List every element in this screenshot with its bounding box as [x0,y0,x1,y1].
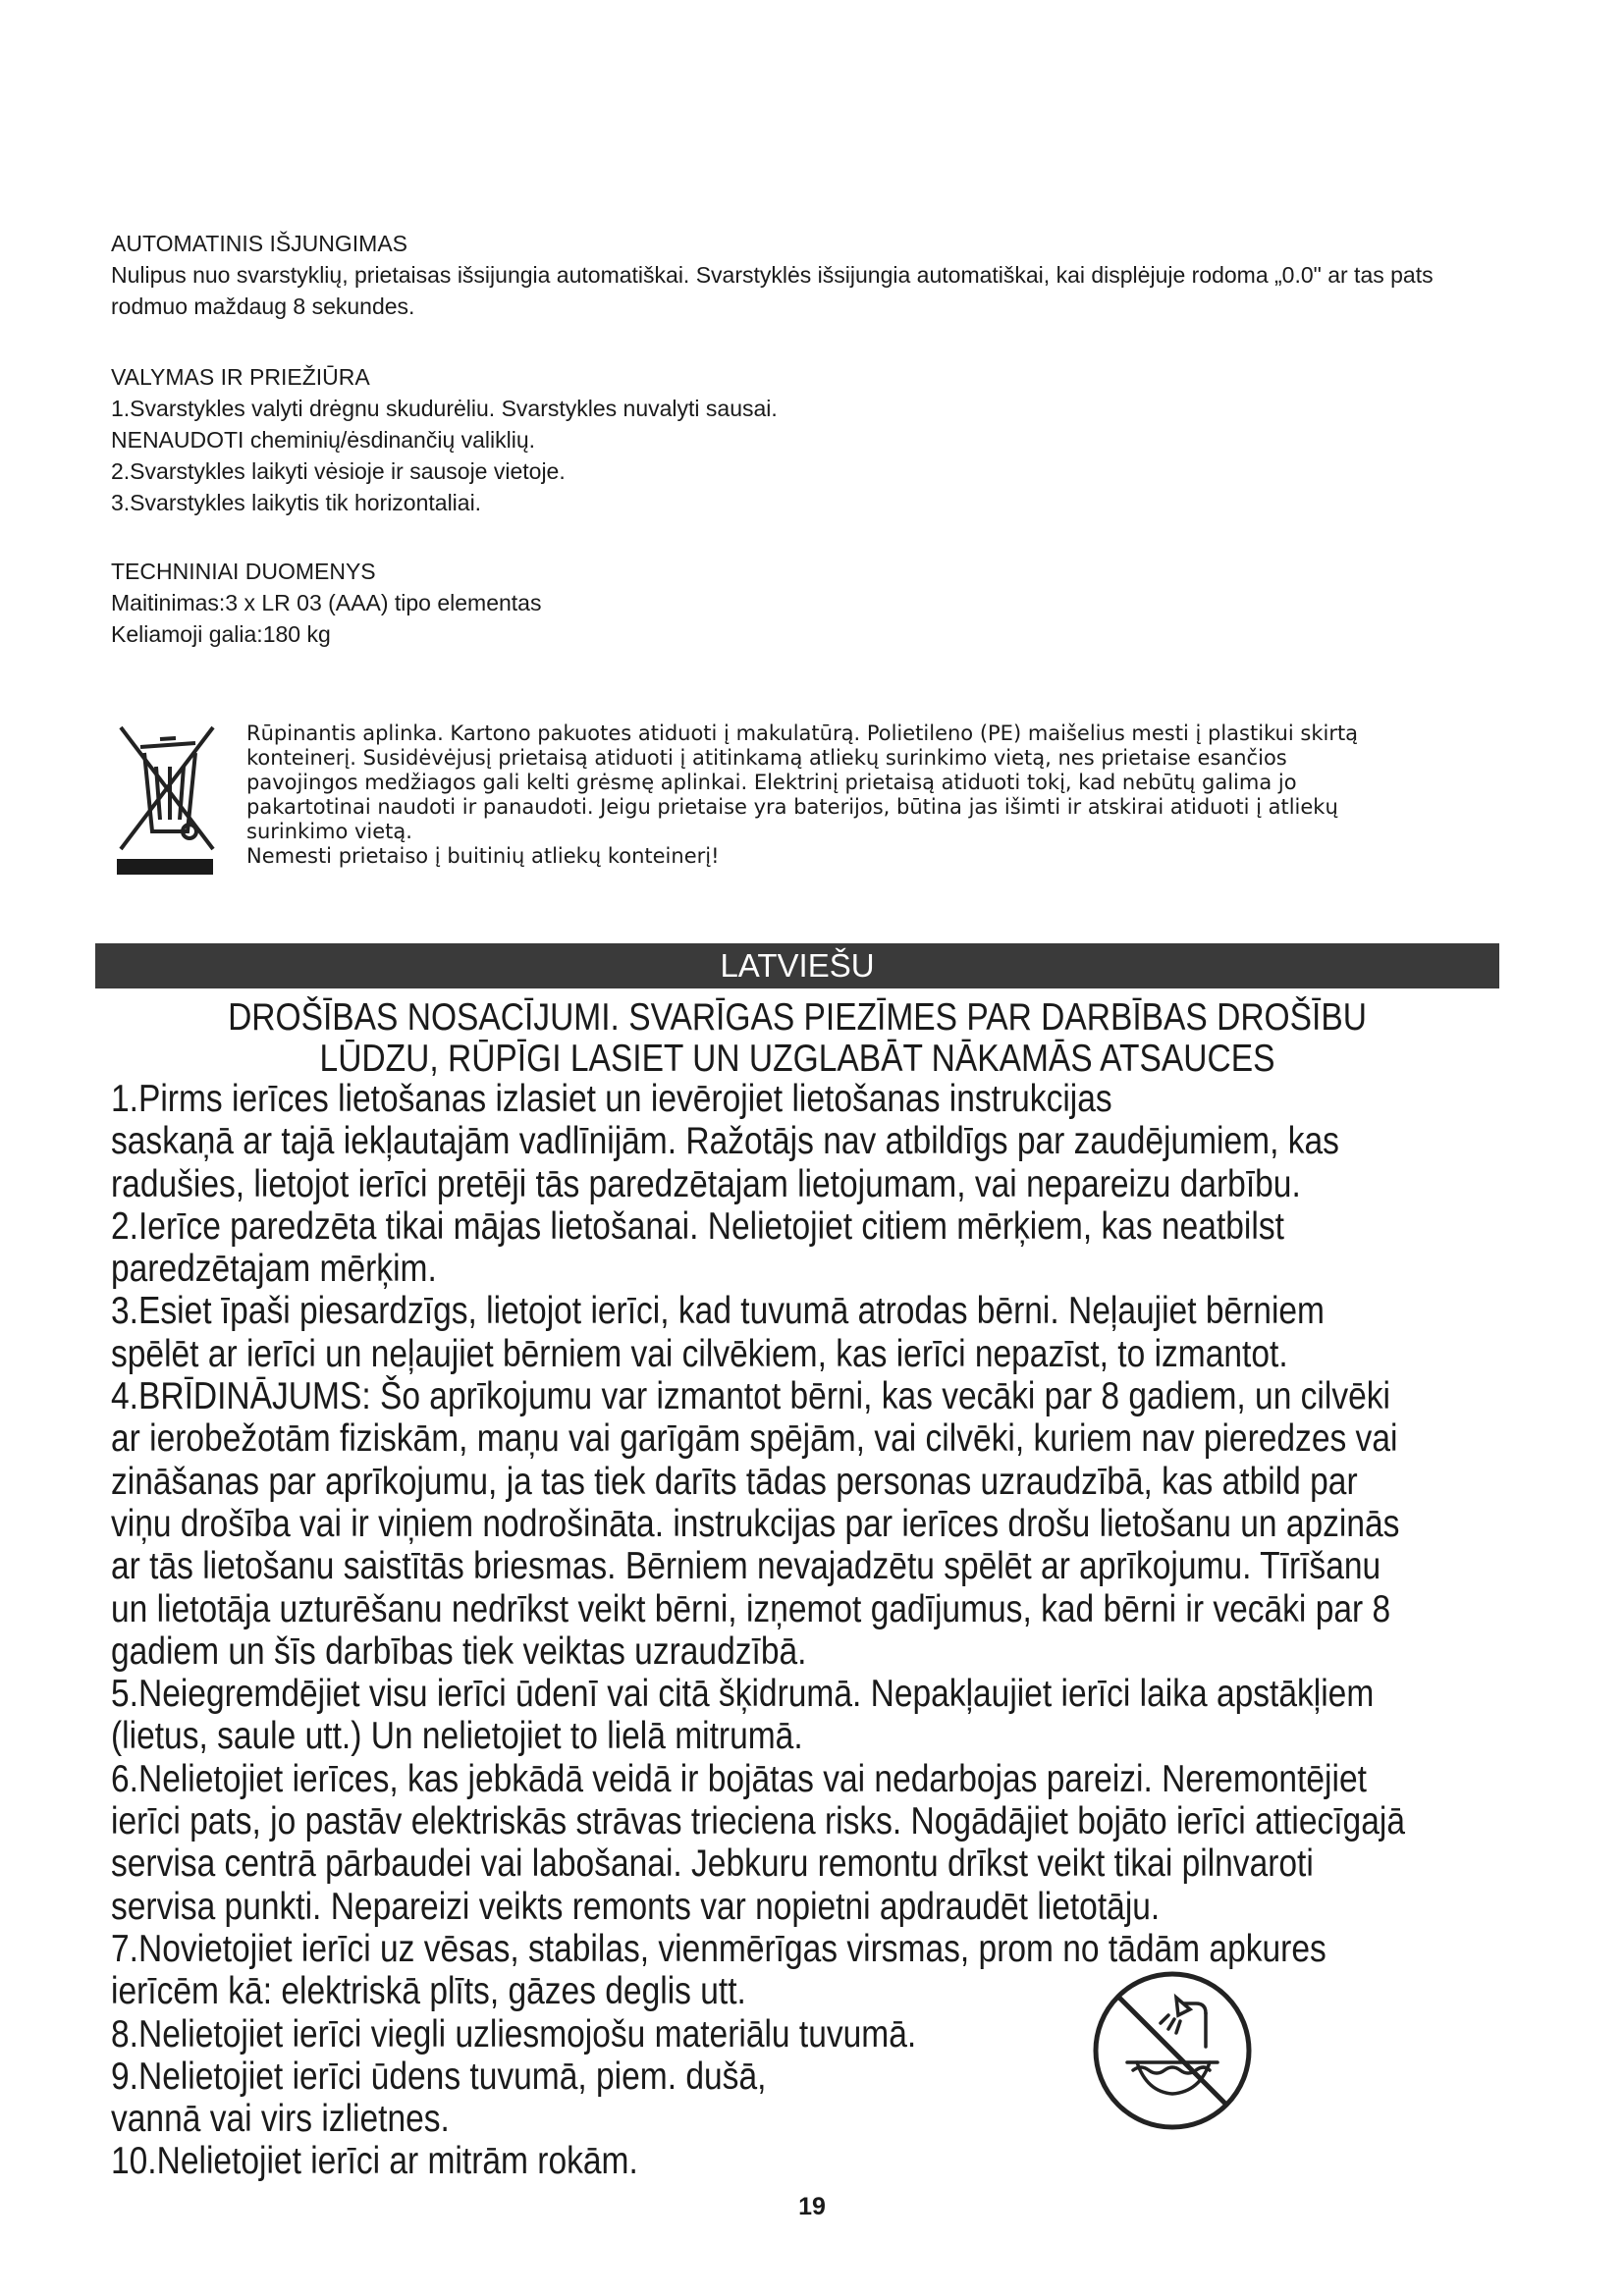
safety-rule-line: 1.Pirms ierīces lietošanas izlasiet un ievērojiet lietošanas instrukcijas [111,1078,1112,1120]
safety-rule-line: (lietus, saule utt.) Un nelietojiet to lielā mitrumā. [111,1715,803,1758]
safety-rule-line: spēlēt ar ierīci un neļaujiet bērniem vai cilvēkiem, kas ierīci nepazīst, to izmantot. [111,1332,1288,1375]
page-number: 19 [798,2193,826,2220]
cleaning-item: 2.Svarstykles laikyti vėsioje ir sausoje vietoje. [111,458,566,484]
environment-line: surinkimo vietą. [246,820,412,843]
safety-rule-line: gadiem un šīs darbības tiek veiktas uzraudzībā. [111,1629,807,1673]
safety-rule-line: viņu drošība vai ir viņiem nodrošināta. instrukcijas par ierīces drošu lietošanu un apzinās [111,1502,1400,1545]
safety-rule-line: zināšanas par aprīkojumu, ja tas tiek darīts tādas personas uzraudzībā, kas atbild par [111,1460,1358,1503]
safety-rule-line: ar tās lietošanu saistītās briesmas. Bērniem nevajadzētu spēlēt ar aprīkojumu. Tīrīšanu [111,1545,1381,1588]
safety-rule-line: vannā vai virs izlietnes. [111,2098,450,2141]
safety-rule-line: 2.Ierīce paredzēta tikai mājas lietošanai. Nelietojiet citiem mērķiem, kas neatbilst [111,1204,1284,1248]
environment-line: konteinerį. Susidėvėjusį prietaisą atiduoti į atitinkamą atliekų surinkimo vietą, nes prietaise esančios [246,746,1287,770]
environment-text [246,721,1523,869]
tech-power: Maitinimas:3 x LR 03 (AAA) tipo elementas [111,590,542,615]
language-section-bar: LATVIEŠU [95,943,1499,988]
safety-rule-line: 7.Novietojiet ierīci uz vēsas, stabilas, vienmērīgas virsmas, prom no tādām apkures [111,1927,1326,1970]
tech-heading: TECHNINIAI DUOMENYS [111,559,376,584]
cleaning-item: NENAUDOTI cheminių/ėsdinančių valiklių. [111,427,536,453]
safety-rules [111,1078,1479,2183]
safety-rule-line: 10.Nelietojiet ierīci ar mitrām rokām. [111,2140,638,2183]
safety-rule-line: servisa centrā pārbaudei vai labošanai. Jebkuru remontu drīkst veikt tikai pilnvaroti [111,1842,1314,1886]
environment-line: Nemesti prietaiso į buitinių atliekų konteinerį! [246,844,720,868]
auto-off-heading: AUTOMATINIS IŠJUNGIMAS [111,231,408,256]
safety-subtitle-line: LŪDZU, RŪPĪGI LASIET UN UZGLABĀT NĀKAMĀS ATSAUCES [319,1038,1275,1080]
cleaning-item: 3.Svarstykles laikytis tik horizontaliai. [111,490,482,515]
tech-capacity: Keliamoji galia:180 kg [111,621,331,647]
environment-line: Rūpinantis aplinka. Kartono pakuotes atiduoti į makulatūrą. Polietileno (PE) maišelius mesti į plastikui skirtą [246,721,1359,745]
safety-rule-line: 3.Esiet īpaši piesardzīgs, lietojot ierīci, kad tuvumā atrodas bērni. Neļaujiet bērniem [111,1290,1326,1333]
safety-rule-line: 9.Nelietojiet ierīci ūdens tuvumā, piem. dušā, [111,2055,767,2098]
crossed-out-wheelie-bin-icon [111,721,219,879]
safety-rule-line: servisa punkti. Nepareizi veikts remonts var nopietni apdraudēt lietotāju. [111,1885,1161,1928]
environment-line: pakartotinai naudoti ir panaudoti. Jeigu prietaise yra baterijos, būtina jas išimti ir atskirai atiduoti į atliekų [246,795,1338,819]
safety-rule-line: 5.Neiegremdējiet visu ierīci ūdenī vai citā šķidrumā. Nepakļaujiet ierīci laika apstākļiem [111,1673,1375,1716]
tech-data-section [111,556,1525,650]
safety-title-line: DROŠĪBAS NOSACĪJUMI. SVARĪGAS PIEZĪMES PAR DARBĪBAS DROŠĪBU [228,996,1367,1039]
safety-rule-line: ierīcēm kā: elektriskā plīts, gāzes deglis utt. [111,1970,746,2013]
safety-rule-line: ar ierobežotām fiziskām, maņu vai garīgām spējām, vai cilvēki, kuriem nav pieredzes vai [111,1417,1398,1461]
safety-rule-line: 4.BRĪDINĀJUMS: Šo aprīkojumu var izmantot bērni, kas vecāki par 8 gadiem, un cilvēki [111,1375,1390,1418]
safety-rule-line: paredzētajam mērķim. [111,1248,437,1291]
cleaning-heading: VALYMAS IR PRIEŽIŪRA [111,364,370,390]
safety-rule-line: 8.Nelietojiet ierīci viegli uzliesmojošu materiālu tuvumā. [111,2012,917,2056]
safety-rule-line: 6.Nelietojiet ierīces, kas jebkādā veidā ir bojātas vai nedarbojas pareizi. Neremontējiet [111,1757,1367,1800]
safety-rule-line: radušies, lietojot ierīci pretēji tās paredzētajam lietojumam, vai nepareizu darbību. [111,1162,1301,1205]
safety-rule-line: ierīci pats, jo pastāv elektriskās strāvas trieciena risks. Nogādājiet bojāto ierīci attiecīgajā [111,1800,1405,1843]
safety-rule-line: un lietotāja uzturēšanu nedrīkst veikt bērni, izņemot gadījumus, kad bērni ir vecāki par 8 [111,1587,1391,1630]
auto-off-section [111,228,1525,322]
auto-off-text-line: rodmuo maždaug 8 sekundes. [111,294,415,319]
cleaning-item: 1.Svarstykles valyti drėgnu skudurėliu. Svarstykles nuvalyti sausai. [111,396,778,421]
no-shower-bath-icon [1090,1968,1255,2133]
cleaning-section [111,361,1525,518]
auto-off-text-line: Nulipus nuo svarstyklių, prietaisas išsijungia automatiškai. Svarstyklės išsijungia automatiškai, kai displėjuje rodoma „0.0" ar tas pats [111,262,1434,288]
environment-line: pavojingos medžiagos gali kelti grėsmę aplinkai. Elektrinį prietaisą atiduoti tokį, kad nebūtų galima jo [246,771,1297,794]
safety-rule-line: saskaņā ar tajā iekļautajām vadlīnijām. Ražotājs nav atbildīgs par zaudējumiem, kas [111,1120,1339,1163]
